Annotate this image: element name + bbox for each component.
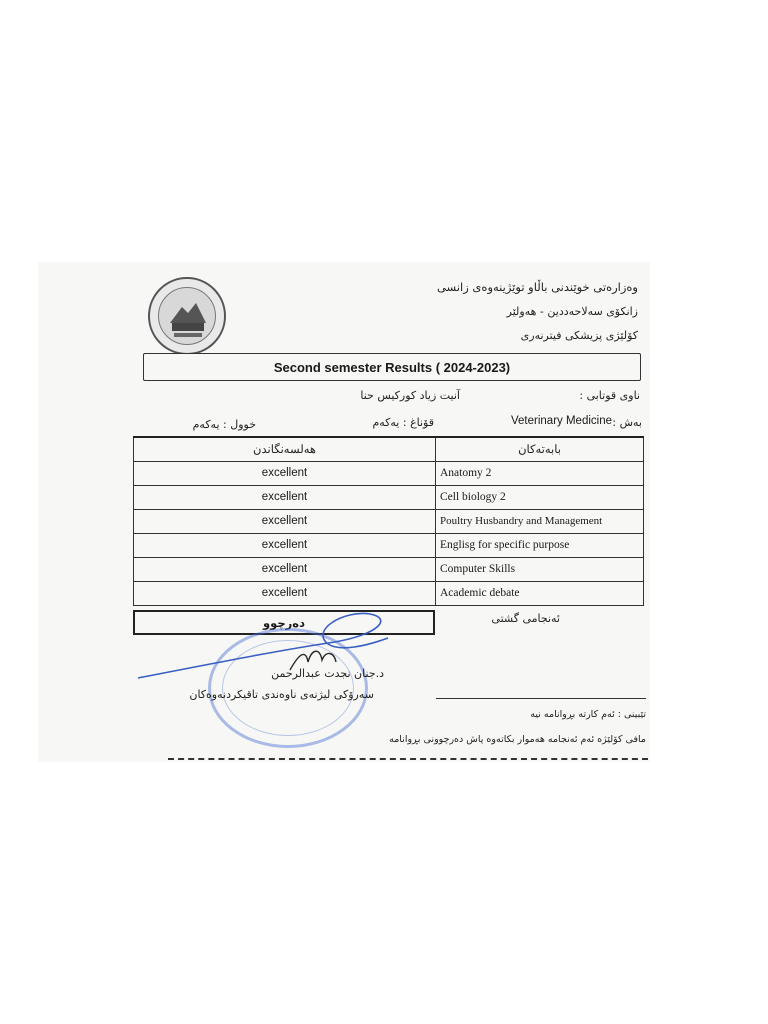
college-name: کۆلێژی پزیشکی فیترنەری	[520, 329, 638, 342]
grade-cell: excellent	[134, 509, 436, 533]
seal-emblem-icon	[148, 277, 226, 355]
student-name-value: آنیت زیاد کورکیس حنا	[360, 389, 460, 402]
signatory-name: د.جنان نجدت عبدالرحمن	[271, 667, 384, 680]
table-row	[134, 557, 644, 581]
subject-cell: Anatomy 2	[436, 461, 644, 485]
grade-cell: excellent	[134, 461, 436, 485]
page-title: Second semester Results ( 2024-2023)	[143, 353, 641, 381]
university-seal-logo	[148, 277, 226, 355]
grade-cell: excellent	[134, 581, 436, 605]
header-evaluation: هەلسەنگاندن	[134, 437, 436, 461]
results-table	[133, 436, 644, 606]
subject-cell: Cell biology 2	[436, 485, 644, 509]
signature-line	[436, 698, 646, 699]
table-row	[134, 461, 644, 485]
student-name-label: ناوی قوتابی :	[579, 389, 640, 402]
grade-cell: excellent	[134, 485, 436, 509]
dashed-separator	[168, 758, 648, 760]
table-row	[134, 509, 644, 533]
university-name: زانکۆی سەلاحەددین - هەولێر	[506, 305, 638, 318]
table-row	[134, 485, 644, 509]
department-value: Veterinary Medicine	[511, 415, 612, 427]
subject-cell: Poultry Husbandry and Management	[436, 509, 644, 533]
ministry-name: وەزارەتی خوێندنی باڵاو توێژینەوەی زانسی	[436, 280, 638, 294]
subject-cell: Academic debate	[436, 581, 644, 605]
signatory-title: سەرۆکی لیژنەی ناوەندی تاقیکردنەوەکان	[189, 688, 374, 701]
note-line-2: مافی کۆلێژە ئەم ئەنجامە هەموار بکاتەوە پاش دەرچوونی بڕوانامە	[389, 734, 646, 745]
stage-text: قۆناغ : یەکەم	[372, 416, 434, 429]
subject-cell: Englisg for specific purpose	[436, 533, 644, 557]
round-text: خوول : یەکەم	[192, 418, 256, 431]
total-result-label: ئەنجامی گشتی	[491, 612, 560, 625]
grade-cell: excellent	[134, 533, 436, 557]
table-header-row	[134, 437, 644, 461]
subject-cell: Computer Skills	[436, 557, 644, 581]
grade-cell: excellent	[134, 557, 436, 581]
table-row	[134, 533, 644, 557]
note-line-1: تێبینی : ئەم کارتە بڕوانامە نیە	[530, 709, 646, 720]
department-label: بەش :	[612, 416, 642, 429]
total-result-value: دەرچوو	[133, 610, 435, 635]
header-subjects: بابەتەکان	[436, 437, 644, 461]
